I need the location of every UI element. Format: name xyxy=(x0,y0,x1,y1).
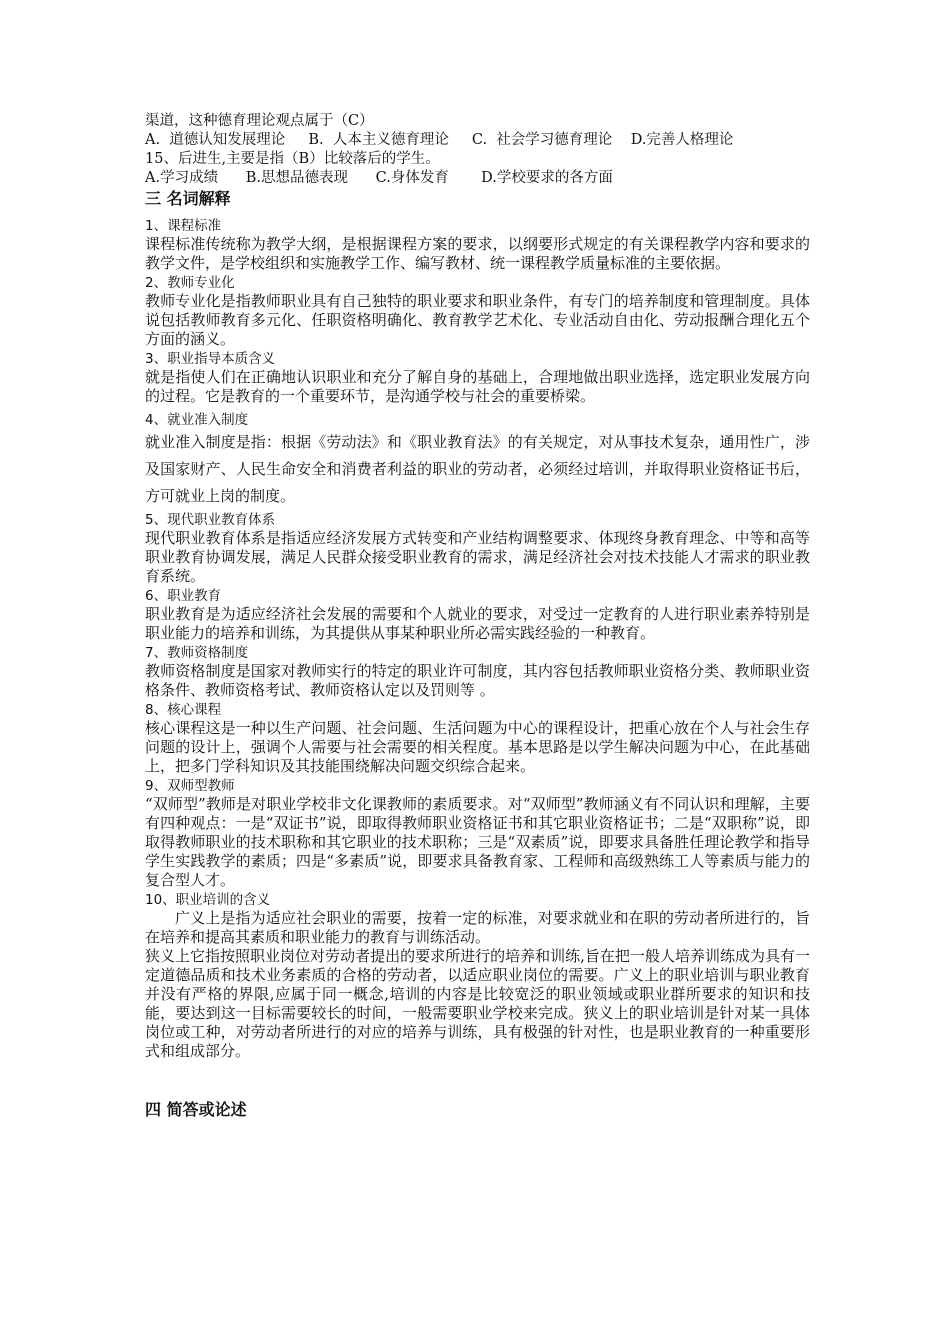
def-2: 教师专业化是指教师职业具有自己独特的职业要求和职业条件，有专门的培养制度和管理制度。具体说包括教师教育多元化、任职资格明确化、教育教学艺术化、专业活动自由化、劳动报酬合理化五个方面的涵义。 xyxy=(145,292,810,348)
term-6: 6、职业教育 xyxy=(145,588,222,604)
def-3: 就是指使人们在正确地认识职业和充分了解自身的基础上，合理地做出职业选择，选定职业发展方向的过程。它是教育的一个重要环节，是沟通学校与社会的重要桥梁。 xyxy=(145,368,810,405)
q14-tail: 渠道，这种德育理论观点属于（C） xyxy=(145,113,374,129)
term-9: 9、双师型教师 xyxy=(145,778,235,794)
def-10-narrow: 狭义上它指按照职业岗位对劳动者提出的要求所进行的培养和训练,旨在把一般人培养训练成为具有一定道德品质和技术业务素质的合格的劳动者，以适应职业岗位的需要。广义上的职业培训与职业教育并没有严格的界限,应属于同一概念,培训的内容是比较宽泛的职业领域或职业群所要求的知识和技能，要达到这一目标需要较长的时间，一般需要职业学校来完成。狭义上的职业培训是针对某一具体岗位或工种，对劳动者所进行的对应的培养与训练，具有极强的针对性，也是职业教育的一种重要形式和组成部分。 xyxy=(145,947,810,1060)
document-page xyxy=(145,0,810,1121)
q15-question: 15、后进生,主要是指（B）比较落后的学生。 xyxy=(145,151,440,167)
q15-options: A.学习成绩 B.思想品德表现 C.身体发育 D.学校要求的各方面 xyxy=(145,170,613,186)
def-4: 就业准入制度是指：根据《劳动法》和《职业教育法》的有关规定，对从事技术复杂，通用性广，涉及国家财产、人民生命安全和消费者利益的职业的劳动者，必须经过培训，并取得职业资格证书后，方可就业上岗的制度。 xyxy=(145,433,810,505)
term-5: 5、现代职业教育体系 xyxy=(145,512,276,528)
term-1: 1、课程标准 xyxy=(145,218,222,234)
q14-options: A. 道德认知发展理论 B. 人本主义德育理论 C. 社会学习德育理论 D.完善人格理论 xyxy=(145,132,734,148)
term-3: 3、职业指导本质含义 xyxy=(145,351,276,367)
term-2: 2、教师专业化 xyxy=(145,275,235,291)
term-7: 7、教师资格制度 xyxy=(145,645,249,661)
def-5: 现代职业教育体系是指适应经济发展方式转变和产业结构调整要求、体现终身教育理念、中等和高等职业教育协调发展，满足人民群众接受职业教育的需求，满足经济社会对技术技能人才需求的职业教育系统。 xyxy=(145,529,810,585)
def-10-broad: 广义上是指为适应社会职业的需要，按着一定的标准，对要求就业和在职的劳动者所进行的，旨在培养和提高其素质和职业能力的教育与训练活动。 xyxy=(145,909,810,946)
def-1: 课程标准传统称为教学大纲，是根据课程方案的要求，以纲要形式规定的有关课程教学内容和要求的教学文件，是学校组织和实施教学工作、编写教材、统一课程教学质量标准的主要依据。 xyxy=(145,235,810,272)
def-8: 核心课程这是一种以生产问题、社会问题、生活问题为中心的课程设计，把重心放在个人与社会生存问题的设计上，强调个人需要与社会需要的相关程度。基本思路是以学生解决问题为中心，在此基础上，把多门学科知识及其技能围绕解决问题交织综合起来。 xyxy=(145,719,810,775)
def-9: “双师型”教师是对职业学校非文化课教师的素质要求。对“双师型”教师涵义有不同认识和理解，主要有四种观点：一是“双证书”说，即取得教师职业资格证书和其它职业资格证书；二是“双职称”说，即取得教师职业的技术职称和其它职业的技术职称；三是“双素质”说，即要求具备胜任理论教学和指导学生实践教学的素质；四是“多素质”说，即要求具备教育家、工程师和高级熟练工人等素质与能力的复合型人才。 xyxy=(145,795,810,889)
section3-heading: 三 名词解释 xyxy=(145,189,231,208)
def-7: 教师资格制度是国家对教师实行的特定的职业许可制度，其内容包括教师职业资格分类、教师职业资格条件、教师资格考试、教师资格认定以及罚则等 。 xyxy=(145,662,810,699)
term-4: 4、就业准入制度 xyxy=(145,412,249,428)
section4-heading: 四 简答或论述 xyxy=(145,1100,247,1119)
term-10: 10、职业培训的含义 xyxy=(145,892,271,908)
def-6: 职业教育是为适应经济社会发展的需要和个人就业的要求，对受过一定教育的人进行职业素养特别是职业能力的培养和训练，为其提供从事某种职业所必需实践经验的一种教育。 xyxy=(145,605,810,642)
term-8: 8、核心课程 xyxy=(145,702,222,718)
